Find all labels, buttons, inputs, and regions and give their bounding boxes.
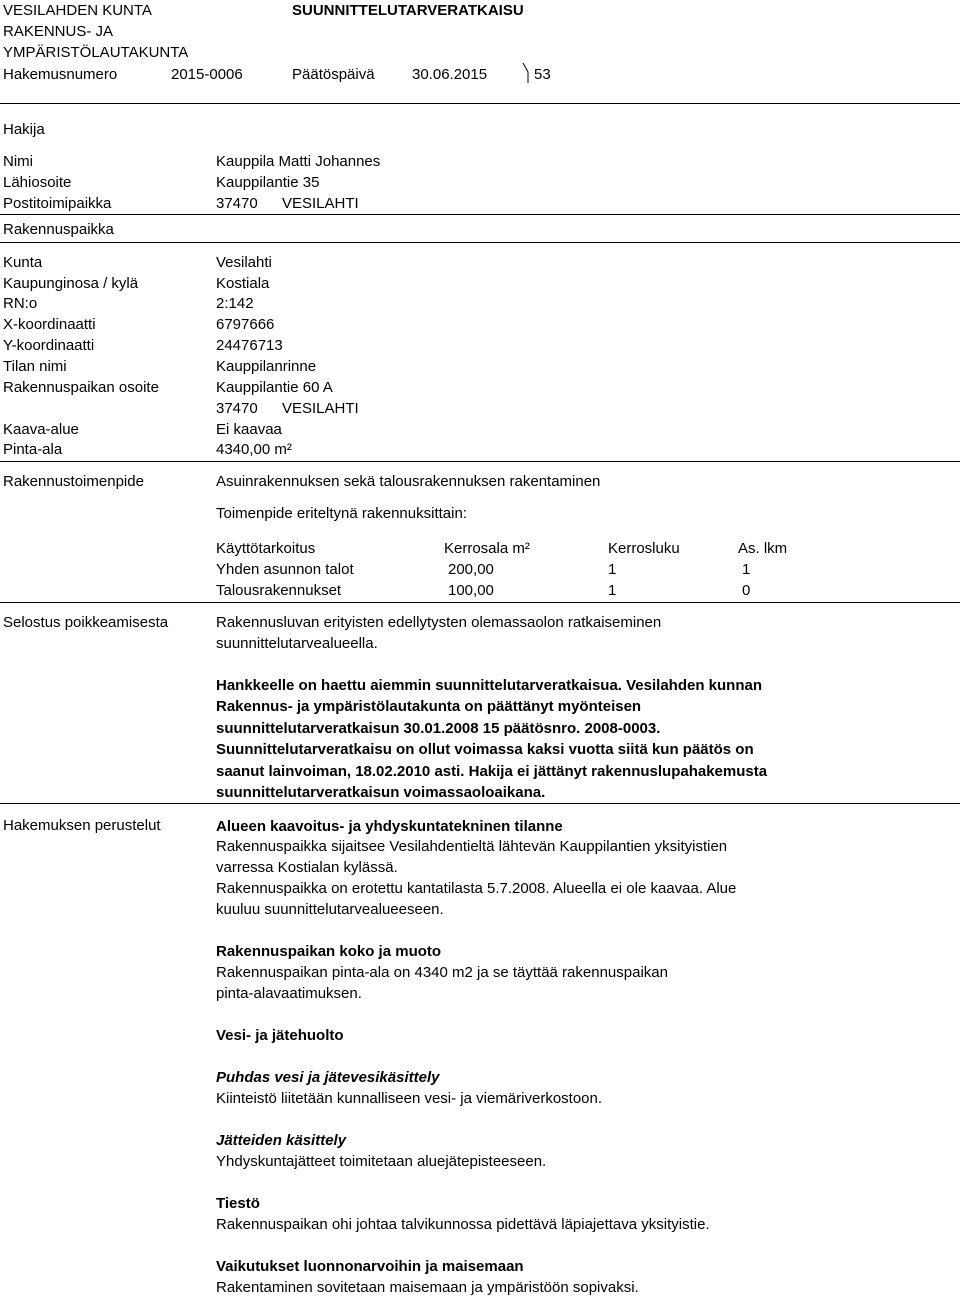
paragraph-line: Rakentaminen sovitetaan maisemaan ja ympäristöön sopivaksi. [216,1279,639,1296]
name-value: Kauppila Matti Johannes [216,153,381,170]
deviation-bold-line: saanut lainvoiman, 18.02.2010 asti. Hakija ei jättänyt rakennuslupahakemusta [216,763,768,780]
divider [0,803,960,804]
measure-value: Asuinrakennuksen sekä talousrakennuksen rakentaminen [216,473,601,490]
estate-name-label: Tilan nimi [3,358,67,375]
paragraph-line: Yhdyskuntajätteet toimitetaan aluejätepisteeseen. [216,1153,547,1170]
section-number: 53 [534,66,551,83]
site-address-value: Kauppilantie 60 A [216,379,333,396]
paragraph-line: pinta-alavaatimuksen. [216,985,362,1002]
section-heading: Tiestö [216,1195,260,1212]
applicant-heading: Hakija [3,121,45,138]
area-value: 4340,00 m² [216,441,292,458]
section-heading: Vesi- ja jätehuolto [216,1027,344,1044]
table-cell: 1 [742,561,751,578]
deviation-bold-line: Hankkeelle on haettu aiemmin suunnittelutarveratkaisua. Vesilahden kunnan [216,677,762,694]
application-number-label: Hakemusnumero [3,66,118,83]
x-coordinate-label: X-koordinaatti [3,316,96,333]
area-label: Pinta-ala [3,441,63,458]
zoning-value: Ei kaavaa [216,421,282,438]
table-header-usage: Käyttötarkoitus [216,540,316,557]
y-coordinate-label: Y-koordinaatti [3,337,95,354]
divider [0,602,960,603]
name-label: Nimi [3,153,33,170]
table-cell: Talousrakennukset [216,582,342,599]
paragraph-line: Rakennuspaikka sijaitsee Vesilahdentieltä lähtevän Kauppilantien yksityistien [216,838,728,855]
section-heading: Vaikutukset luonnonarvoihin ja maisemaan [216,1258,524,1275]
subsection-heading: Jätteiden käsittely [216,1132,347,1149]
paragraph-line: Rakennuspaikka on erotettu kantatilasta 5.7.2008. Alueella ei ole kaavaa. Alue [216,880,737,897]
deviation-bold-line: Suunnittelutarveratkaisu on ollut voimassa kaksi vuotta siitä kun päätös on [216,741,754,758]
address-value: Kauppilantie 35 [216,174,320,191]
org-line-3: YMPÄRISTÖLAUTAKUNTA [3,44,189,61]
application-number-value: 2015-0006 [171,66,243,83]
deviation-bold-line: Rakennus- ja ympäristölautakunta on päättänyt myönteisen [216,698,642,715]
site-postal-code: 37470 [216,400,258,417]
municipality-value: Vesilahti [216,254,272,271]
paragraph-line: kuuluu suunnittelutarvealueeseen. [216,901,444,918]
table-cell: 200,00 [448,561,494,578]
section-heading: Rakennuspaikan koko ja muoto [216,943,442,960]
table-cell: Yhden asunnon talot [216,561,354,578]
divider [0,103,960,104]
decision-date-label: Päätöspäivä [292,66,375,83]
village-value: Kostiala [216,275,270,292]
document-title: SUUNNITTELUTARVERATKAISU [292,2,524,19]
paragraph-line: Kiinteistö liitetään kunnalliseen vesi- ja viemäriverkostoon. [216,1090,603,1107]
table-cell: 1 [608,582,617,599]
postal-code: 37470 [216,195,258,212]
section-heading: Alueen kaavoitus- ja yhdyskuntatekninen tilanne [216,818,563,835]
site-address-label: Rakennuspaikan osoite [3,379,159,396]
decision-date-value: 30.06.2015 [412,66,488,83]
site-postal-city: VESILAHTI [282,400,359,417]
site-heading: Rakennuspaikka [3,221,114,238]
deviation-line-2: suunnittelutarvealueella. [216,635,378,652]
deviation-line-1: Rakennusluvan erityisten edellytysten olemassaolon ratkaiseminen [216,614,662,631]
deviation-bold-line: suunnittelutarveratkaisun voimassaoloaikana. [216,784,546,801]
municipality-label: Kunta [3,254,43,271]
measure-label: Rakennustoimenpide [3,473,144,490]
table-cell: 1 [608,561,617,578]
postal-label: Postitoimipaikka [3,195,112,212]
address-label: Lähiosoite [3,174,72,191]
rn-label: RN:o [3,295,38,312]
divider [0,214,960,215]
zoning-label: Kaava-alue [3,421,79,438]
table-cell: 100,00 [448,582,494,599]
section-mark-icon [522,62,530,84]
org-line-1: VESILAHDEN KUNTA [3,2,152,19]
x-coordinate-value: 6797666 [216,316,275,333]
org-line-2: RAKENNUS- JA [3,23,114,40]
paragraph-line: Rakennuspaikan ohi johtaa talvikunnossa pidettävä läpiajettava yksityistie. [216,1216,710,1233]
table-header-floor-area: Kerrosala m² [444,540,530,557]
justification-label: Hakemuksen perustelut [3,817,161,834]
breakdown-intro: Toimenpide eriteltynä rakennuksittain: [216,505,467,522]
y-coordinate-value: 24476713 [216,337,283,354]
village-label: Kaupunginosa / kylä [3,275,139,292]
organization-name [3,0,188,63]
paragraph-line: varressa Kostialan kylässä. [216,859,398,876]
paragraph-line: Rakennuspaikan pinta-ala on 4340 m2 ja se täyttää rakennuspaikan [216,964,668,981]
table-header-dwellings: As. lkm [738,540,788,557]
postal-city: VESILAHTI [282,195,359,212]
divider [0,461,960,462]
subsection-heading: Puhdas vesi ja jätevesikäsittely [216,1069,440,1086]
divider [0,242,960,243]
table-header-floors: Kerrosluku [608,540,680,557]
rn-value: 2:142 [216,295,254,312]
deviation-bold-line: suunnittelutarveratkaisun 30.01.2008 15 päätösnro. 2008-0003. [216,720,661,737]
table-cell: 0 [742,582,751,599]
estate-name-value: Kauppilanrinne [216,358,317,375]
deviation-label: Selostus poikkeamisesta [3,614,169,631]
